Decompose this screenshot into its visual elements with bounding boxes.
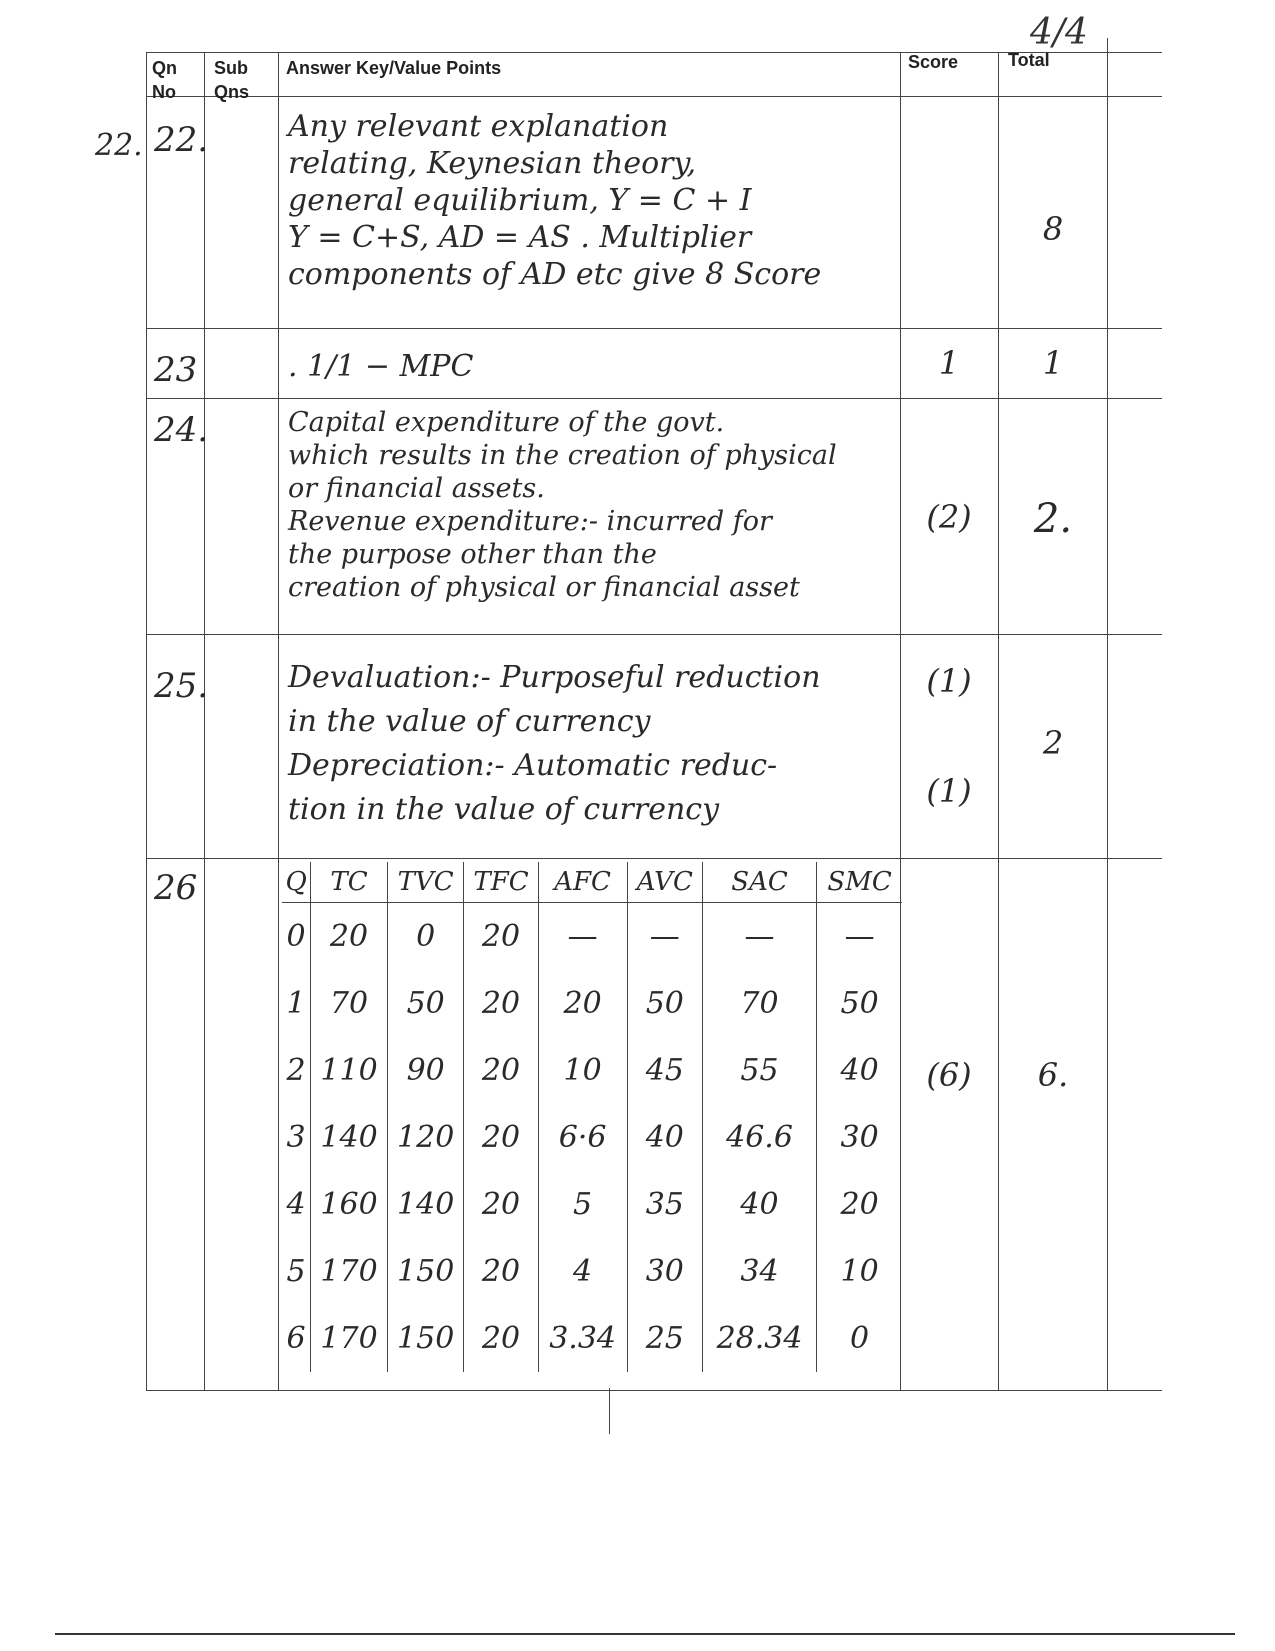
table-cell: 0 <box>387 903 464 971</box>
cost-schedule-table <box>282 862 902 1372</box>
table-cell: 4 <box>286 1187 306 1222</box>
answer-23: . 1/1 − MPC <box>288 349 474 384</box>
table-cell: 50 <box>627 970 702 1037</box>
question-number-26: 26 <box>154 868 198 908</box>
header-total: Total <box>1008 50 1050 70</box>
table-cell: 70 <box>311 970 388 1037</box>
table-cell: 20 <box>464 1171 538 1238</box>
score-25-part-2: (1) <box>926 772 972 810</box>
answer-24 <box>288 406 837 604</box>
table-cell: 5 <box>538 1171 627 1238</box>
table-row <box>282 970 902 1037</box>
table-cell: — <box>702 903 816 971</box>
table-cell: 110 <box>311 1037 388 1104</box>
table-cell: 50 <box>387 970 464 1037</box>
total-26: 6. <box>1037 1056 1069 1094</box>
table-cell: 4 <box>538 1238 627 1305</box>
score-23: 1 <box>938 344 960 382</box>
table-cell: 55 <box>702 1037 816 1104</box>
cost-table-header-row <box>282 862 902 903</box>
answer-line: creation of physical or financial asset <box>288 572 800 603</box>
answer-line: components of AD etc give 8 Score <box>288 257 822 292</box>
row-divider-24 <box>146 634 1162 635</box>
table-cell: — <box>627 903 702 971</box>
question-number-24: 24. <box>154 410 209 450</box>
table-cell: 150 <box>387 1238 464 1305</box>
question-number-22: 22. <box>154 120 209 160</box>
table-cell: 2 <box>286 1053 306 1088</box>
table-row <box>282 1171 902 1238</box>
total-24: 2. <box>1033 496 1073 542</box>
table-cell: 170 <box>311 1305 388 1372</box>
col-header-tvc: TVC <box>387 862 464 903</box>
table-cell: 46.6 <box>702 1104 816 1171</box>
col-header-afc: AFC <box>538 862 627 903</box>
col-header-q: Q <box>282 862 311 903</box>
table-cell: 40 <box>702 1171 816 1238</box>
table-cell: 140 <box>311 1104 388 1171</box>
table-cell: 10 <box>538 1037 627 1104</box>
answer-22 <box>288 108 821 293</box>
answer-line: Any relevant explanation <box>288 109 669 144</box>
table-cell: — <box>538 903 627 971</box>
table-cell: 20 <box>464 1037 538 1104</box>
table-cell: 70 <box>702 970 816 1037</box>
col-divider-score <box>998 52 999 1390</box>
table-cell: 0 <box>286 919 306 954</box>
table-row <box>282 903 902 971</box>
table-cell: 150 <box>387 1305 464 1372</box>
table-row <box>282 1104 902 1171</box>
table-cell: 120 <box>387 1104 464 1171</box>
table-cell: 35 <box>627 1171 702 1238</box>
header-sub-qns: Sub Qns <box>214 58 250 102</box>
table-cell: 20 <box>817 1171 902 1238</box>
question-number-23: 23 <box>154 350 198 390</box>
col-divider-qn <box>204 52 205 1390</box>
total-22: 8 <box>1042 210 1064 248</box>
answer-line: general equilibrium, Y = C + I <box>288 183 752 218</box>
answer-line: Revenue expenditure:- incurred for <box>288 506 772 537</box>
table-cell: 0 <box>817 1305 902 1372</box>
table-cell: 6·6 <box>538 1104 627 1171</box>
page-number: 4/4 <box>1030 12 1088 53</box>
answer-line: Devaluation:- Purposeful reduction <box>288 660 821 695</box>
table-cell: 90 <box>387 1037 464 1104</box>
answer-line: Depreciation:- Automatic reduc- <box>288 748 778 783</box>
answer-line: relating, Keynesian theory, <box>288 146 696 181</box>
table-cell: 28.34 <box>702 1305 816 1372</box>
table-bottom-border <box>146 1390 1162 1391</box>
table-row <box>282 1305 902 1372</box>
col-header-tc: TC <box>311 862 388 903</box>
table-cell: 20 <box>538 970 627 1037</box>
table-cell: 20 <box>464 970 538 1037</box>
score-25-part-1: (1) <box>926 662 972 700</box>
table-cell: 5 <box>286 1254 306 1289</box>
table-cell: — <box>817 903 902 971</box>
total-25: 2 <box>1042 724 1064 762</box>
table-cell: 34 <box>702 1238 816 1305</box>
answer-line: tion in the value of currency <box>288 792 720 827</box>
answer-key-table <box>152 38 1162 1450</box>
total-23: 1 <box>1042 344 1064 382</box>
table-cell: 170 <box>311 1238 388 1305</box>
table-cell: 40 <box>817 1037 902 1104</box>
row-divider-22 <box>146 328 1162 329</box>
question-number-25: 25. <box>154 666 209 706</box>
answer-25 <box>288 656 821 832</box>
col-header-avc: AVC <box>627 862 702 903</box>
score-24: (2) <box>926 498 972 536</box>
col-divider-sub <box>278 52 279 1390</box>
header-answer-key: Answer Key/Value Points <box>286 58 502 78</box>
table-cell: 6 <box>286 1321 306 1356</box>
table-cell: 30 <box>627 1238 702 1305</box>
header-qn-no: Qn No <box>152 58 177 102</box>
answer-line: the purpose other than the <box>288 539 657 570</box>
table-cell: 20 <box>464 1305 538 1372</box>
table-cell: 3 <box>286 1120 306 1155</box>
margin-mark: 22. <box>95 128 143 163</box>
table-cell: 10 <box>817 1238 902 1305</box>
table-cell: 50 <box>817 970 902 1037</box>
table-row <box>282 1238 902 1305</box>
table-row <box>282 1037 902 1104</box>
page-bottom-line <box>55 1633 1235 1635</box>
table-cell: 25 <box>627 1305 702 1372</box>
row-divider-25 <box>146 858 1162 859</box>
col-header-sac: SAC <box>702 862 816 903</box>
table-cell: 160 <box>311 1171 388 1238</box>
table-cell: 40 <box>627 1104 702 1171</box>
table-left-border <box>146 52 147 1390</box>
answer-line: Y = C+S, AD = AS . Multiplier <box>288 220 752 255</box>
table-cell: 45 <box>627 1037 702 1104</box>
col-header-tfc: TFC <box>464 862 538 903</box>
table-cell: 30 <box>817 1104 902 1171</box>
table-cell: 140 <box>387 1171 464 1238</box>
col-header-smc: SMC <box>817 862 902 903</box>
answer-line: Capital expenditure of the govt. <box>288 407 725 438</box>
answer-line: in the value of currency <box>288 704 651 739</box>
answer-line: or financial assets. <box>288 473 545 504</box>
table-cell: 20 <box>311 903 388 971</box>
table-cell: 20 <box>464 1104 538 1171</box>
row-divider-23 <box>146 398 1162 399</box>
table-cell: 20 <box>464 1238 538 1305</box>
table-cell: 1 <box>286 986 306 1021</box>
answer-line: which results in the creation of physical <box>288 440 837 471</box>
header-score: Score <box>908 52 959 72</box>
cost-table-body <box>282 903 902 1373</box>
table-cell: 20 <box>464 903 538 971</box>
score-26: (6) <box>926 1056 972 1094</box>
table-cell: 3.34 <box>538 1305 627 1372</box>
stray-stroke <box>609 1388 610 1434</box>
header-divider <box>146 96 1162 97</box>
